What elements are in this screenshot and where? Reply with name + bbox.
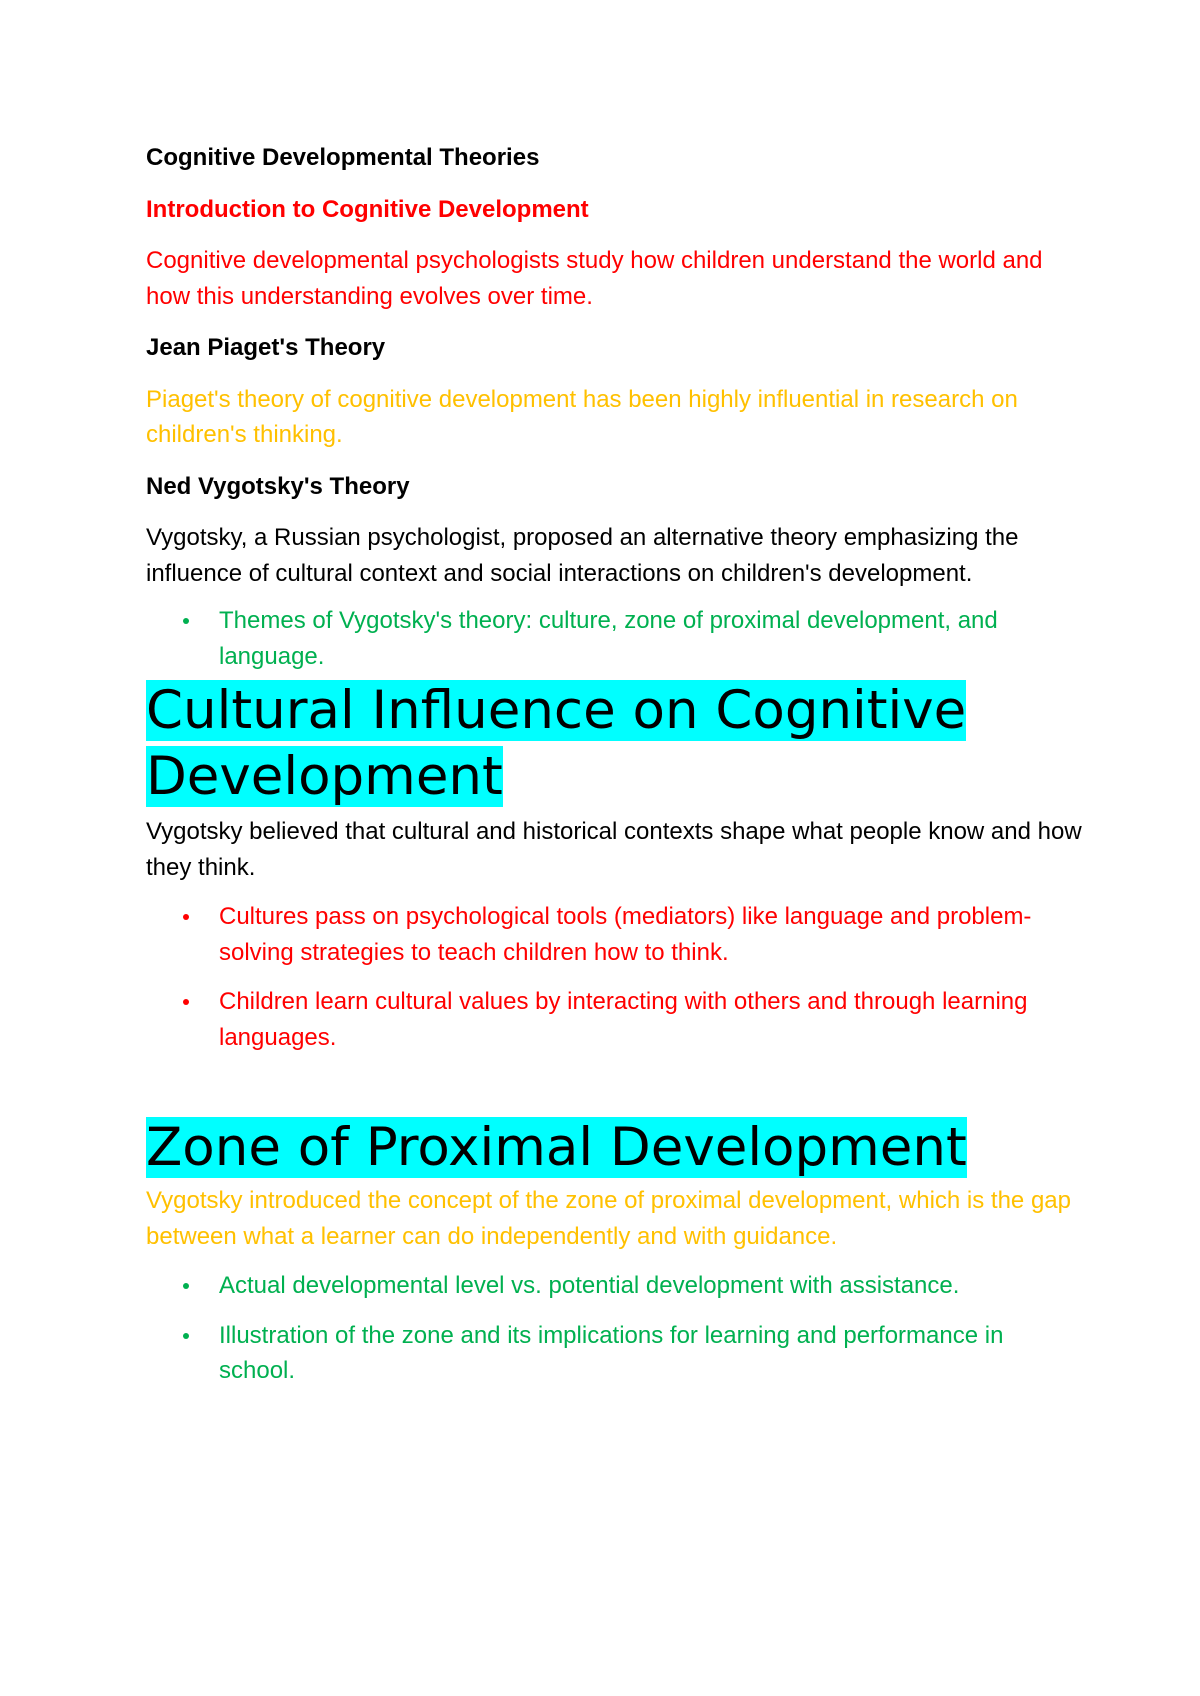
piaget-paragraph: Piaget's theory of cognitive development has been highly influential in research on children's thinking. xyxy=(146,385,1018,448)
list-item xyxy=(146,899,1086,970)
zpd-paragraph: Vygotsky introduced the concept of the zone of proximal development, which is the gap between what a learner can do independently and with guidance. xyxy=(146,1187,1071,1250)
bullet-icon xyxy=(183,1333,189,1339)
intro-paragraph: Cognitive developmental psychologists study how children understand the world and how this understanding evolves over time. xyxy=(146,247,1043,310)
vygotsky-paragraph: Vygotsky, a Russian psychologist, proposed an alternative theory emphasizing the influence of cultural context and social interactions on children's development. xyxy=(146,524,1019,587)
list-item xyxy=(146,603,1086,674)
document-page xyxy=(146,140,1086,1389)
cultural-section-heading xyxy=(146,678,1086,810)
zpd-bullet-list xyxy=(146,1268,1086,1389)
bullet-icon xyxy=(183,914,189,920)
zpd-heading-text: Zone of Proximal Development xyxy=(146,1117,967,1178)
cultural-heading-text: Cultural Influence on Cognitive Development xyxy=(146,680,967,807)
vygotsky-bullet-list xyxy=(146,603,1086,674)
document-title: Cognitive Developmental Theories xyxy=(146,144,540,171)
list-item-text: Illustration of the zone and its implications for learning and performance in school. xyxy=(219,1321,1004,1384)
list-item-text: Actual developmental level vs. potential development with assistance. xyxy=(219,1272,960,1299)
piaget-heading: Jean Piaget's Theory xyxy=(146,334,386,361)
list-item xyxy=(146,984,1086,1055)
intro-heading: Introduction to Cognitive Development xyxy=(146,195,589,223)
zpd-section-heading xyxy=(146,1115,1086,1181)
vygotsky-heading: Ned Vygotsky's Theory xyxy=(146,472,410,500)
list-item xyxy=(146,1268,1086,1304)
bullet-icon xyxy=(183,1283,189,1289)
list-item xyxy=(146,1318,1086,1389)
list-item-text: Themes of Vygotsky's theory: culture, zone of proximal development, and language. xyxy=(219,607,998,670)
cultural-bullet-list xyxy=(146,899,1086,1055)
cultural-paragraph: Vygotsky believed that cultural and historical contexts shape what people know and how they think. xyxy=(146,818,1082,881)
list-item-text: Children learn cultural values by interacting with others and through learning languages. xyxy=(219,988,1028,1051)
bullet-icon xyxy=(183,618,189,624)
list-item-text: Cultures pass on psychological tools (mediators) like language and problem-solving strategies to teach children how to think. xyxy=(219,903,1032,966)
bullet-icon xyxy=(183,999,189,1005)
